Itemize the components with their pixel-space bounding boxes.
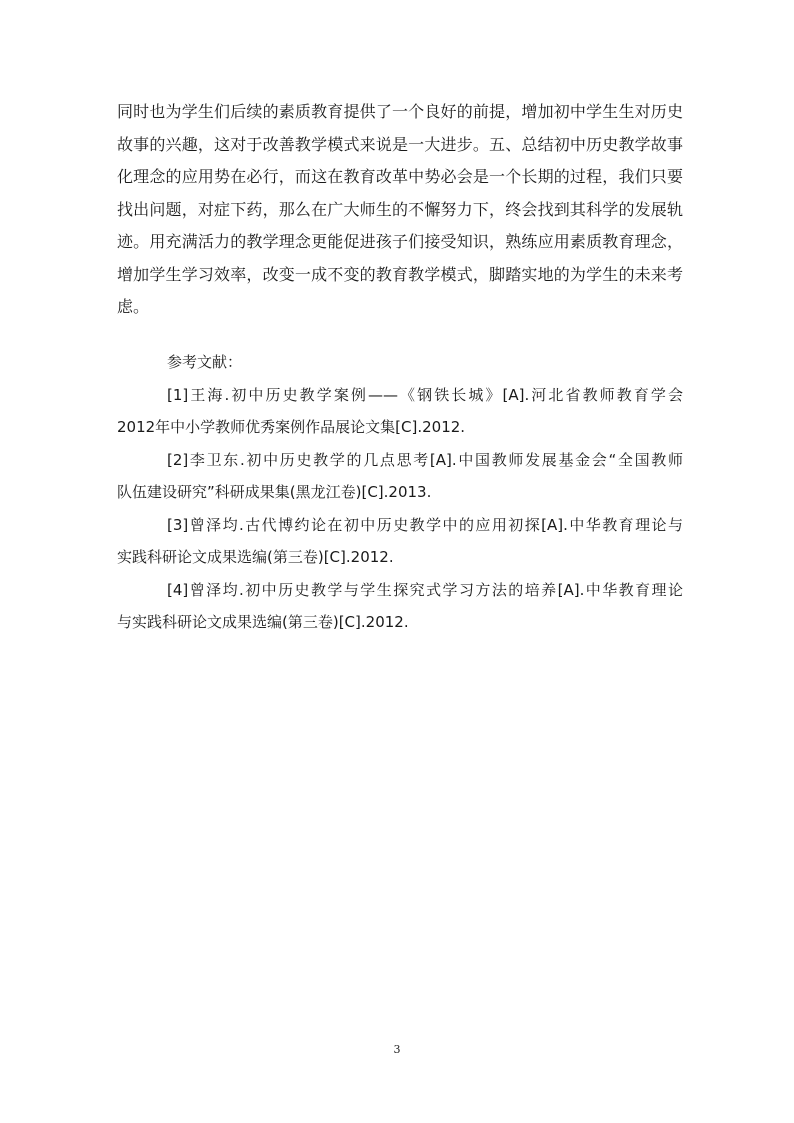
paragraph-line: 虑。	[117, 297, 150, 316]
references-heading: 参考文献：	[167, 353, 243, 371]
reference-line: [3]曾泽均.古代博约论在初中历史教学中的应用初探[A].中华教育理论与	[167, 515, 683, 534]
reference-item	[117, 379, 683, 444]
paragraph-line: 化理念的应用势在必行，而这在教育改革中势必会是一个长期的过程，我们只要	[117, 167, 683, 186]
body-paragraph	[117, 96, 683, 324]
reference-line: [1]王海.初中历史教学案例——《钢铁长城》[A].河北省教师教育学会	[167, 385, 683, 404]
page-number: 3	[393, 1043, 401, 1056]
reference-item	[117, 509, 683, 574]
paragraph-line: 找出问题，对症下药，那么在广大师生的不懈努力下，终会找到其科学的发展轨	[117, 199, 683, 219]
reference-line: 实践科研论文成果选编(第三卷)[C].2012.	[117, 548, 394, 566]
paragraph-line: 故事的兴趣，这对于改善教学模式来说是一大进步。五、总结初中历史教学故事	[117, 134, 683, 154]
reference-line: 队伍建设研究”科研成果集(黑龙江卷)[C].2013.	[117, 483, 432, 501]
reference-line: 2012年中小学教师优秀案例作品展论文集[C].2012.	[117, 418, 466, 436]
reference-line: [4]曾泽均.初中历史教学与学生探究式学习方法的培养[A].中华教育理论	[167, 580, 683, 599]
reference-line: 与实践科研论文成果选编(第三卷)[C].2012.	[117, 613, 409, 631]
references-section	[117, 346, 683, 639]
reference-item	[117, 574, 683, 639]
paragraph-line: 增加学生学习效率，改变一成不变的教育教学模式，脚踏实地的为学生的未来考	[117, 264, 683, 284]
reference-item	[117, 444, 683, 509]
paragraph-line: 迹。用充满活力的教学理念更能促进孩子们接受知识，熟练应用素质教育理念，	[117, 232, 683, 251]
reference-line: [2]李卫东.初中历史教学的几点思考[A].中国教师发展基金会“全国教师	[167, 450, 683, 469]
paragraph-line: 同时也为学生们后续的素质教育提供了一个良好的前提，增加初中学生生对历史	[117, 102, 683, 121]
